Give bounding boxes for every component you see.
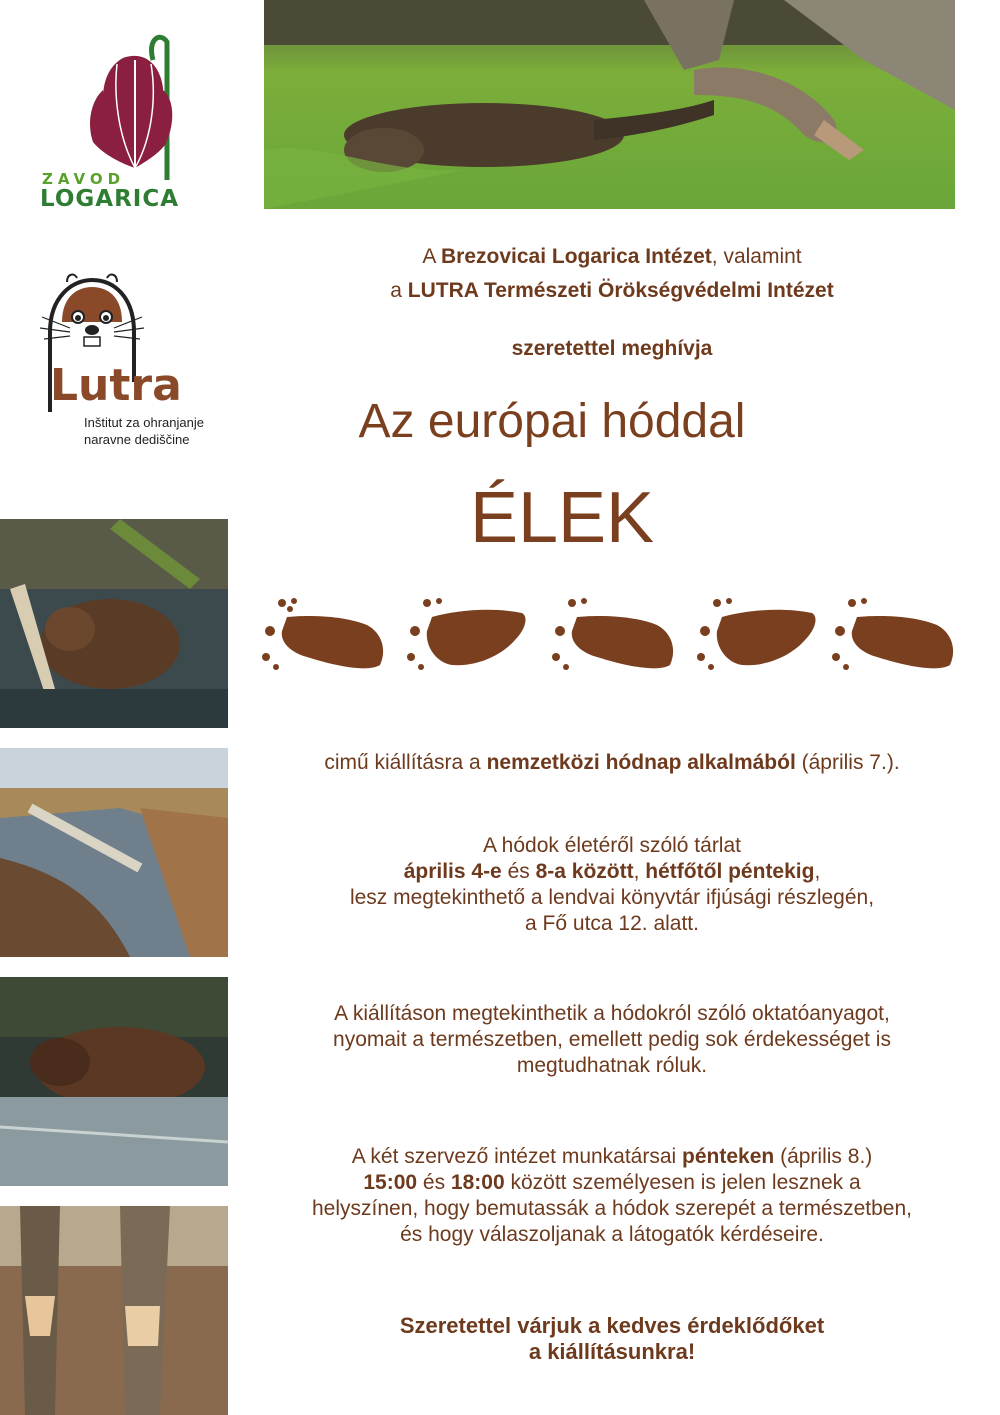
exhibition-content-paragraph bbox=[262, 1001, 962, 1079]
beaver-photo-side-1 bbox=[0, 519, 228, 728]
body-text: (április 8.) bbox=[774, 1145, 873, 1168]
logarica-logo-line2: LOGARICA bbox=[40, 186, 180, 212]
date-start: április 4-e bbox=[403, 860, 502, 883]
body-line: helyszínen, hogy bemutassák a hódok szerepét a természetben, bbox=[311, 1197, 913, 1220]
intro-text: A bbox=[422, 245, 442, 268]
body-text: , bbox=[633, 860, 646, 883]
lutra-logo-sub2: naravne dediščine bbox=[84, 432, 190, 447]
intro-line-1 bbox=[262, 244, 962, 270]
date-end: 8-a között bbox=[535, 860, 634, 883]
occasion-highlight: nemzetközi hódnap alkalmából bbox=[486, 751, 796, 774]
footprint-icon bbox=[552, 595, 677, 677]
lutra-logo bbox=[22, 262, 232, 452]
closing-line-2: a kiállításunkra! bbox=[528, 1339, 696, 1364]
org-name-logarica: Brezovicai Logarica Intézet bbox=[441, 245, 712, 268]
body-text: és bbox=[501, 860, 536, 883]
gnawed-trees-photo-side-4 bbox=[0, 1206, 228, 1415]
body-text: A két szervező intézet munkatársai bbox=[351, 1145, 683, 1168]
footprint-icon bbox=[262, 595, 387, 677]
exhibition-dates-paragraph bbox=[262, 833, 962, 937]
title-line-2: ÉLEK bbox=[469, 478, 655, 558]
footprint-icon bbox=[832, 595, 957, 677]
footprint-icon bbox=[697, 595, 822, 677]
weekday-range: hétfőtől péntekig bbox=[645, 860, 815, 883]
footprints-row bbox=[262, 595, 962, 677]
logarica-logo-line1: ZAVOD bbox=[42, 170, 126, 188]
invite-line: szeretettel meghívja bbox=[511, 337, 713, 360]
org-name-lutra: LUTRA Természeti Örökségvédelmi Intézet bbox=[407, 279, 834, 302]
body-line: és hogy válaszoljanak a látogatók kérdéseire. bbox=[400, 1223, 824, 1246]
body-line: nyomait a természetben, emellett pedig sok érdekességet is bbox=[333, 1028, 891, 1051]
intro-text: , valamint bbox=[711, 245, 802, 268]
body-text: , bbox=[814, 860, 821, 883]
body-line: A hódok életéről szóló tárlat bbox=[483, 834, 741, 857]
beaver-photo-side-3 bbox=[0, 977, 228, 1186]
body-text: és bbox=[417, 1171, 451, 1194]
body-line bbox=[262, 1170, 962, 1196]
address-line: a Fő utca 12. alatt. bbox=[525, 912, 699, 935]
time-start: 15:00 bbox=[363, 1171, 418, 1194]
body-line: megtudhatnak róluk. bbox=[516, 1054, 708, 1077]
body-line: A kiállításon megtekinthetik a hódokról szóló oktatóanyagot, bbox=[334, 1002, 890, 1025]
beaver-photo-top bbox=[264, 0, 955, 209]
day-highlight: pénteken bbox=[682, 1145, 775, 1168]
closing-paragraph bbox=[262, 1313, 962, 1365]
stream-photo-side-2 bbox=[0, 748, 228, 957]
body-text: (április 7.). bbox=[795, 751, 900, 774]
fritillaria-flower-icon bbox=[35, 30, 210, 180]
intro-text: a bbox=[390, 279, 408, 302]
body-text: cimű kiállításra a bbox=[324, 751, 487, 774]
body-line: lesz megtekinthető a lendvai könyvtár ifjúsági részlegén, bbox=[349, 886, 875, 909]
lutra-logo-name: Lutra bbox=[50, 360, 182, 411]
staff-presence-paragraph bbox=[262, 1144, 962, 1248]
logarica-logo bbox=[35, 30, 210, 215]
body-text: között személyesen is jelen lesznek a bbox=[504, 1171, 861, 1194]
dates-line bbox=[262, 859, 962, 885]
body-line bbox=[262, 1144, 962, 1170]
closing-line-1: Szeretettel várjuk a kedves érdeklődőket bbox=[399, 1313, 825, 1338]
lutra-logo-sub1: Inštitut za ohranjanje bbox=[84, 415, 204, 430]
intro-line-2 bbox=[262, 278, 962, 304]
footprint-icon bbox=[407, 595, 532, 677]
exhibition-line bbox=[262, 750, 962, 776]
title-line-1: Az európai hóddal bbox=[358, 395, 746, 448]
time-end: 18:00 bbox=[450, 1171, 505, 1194]
